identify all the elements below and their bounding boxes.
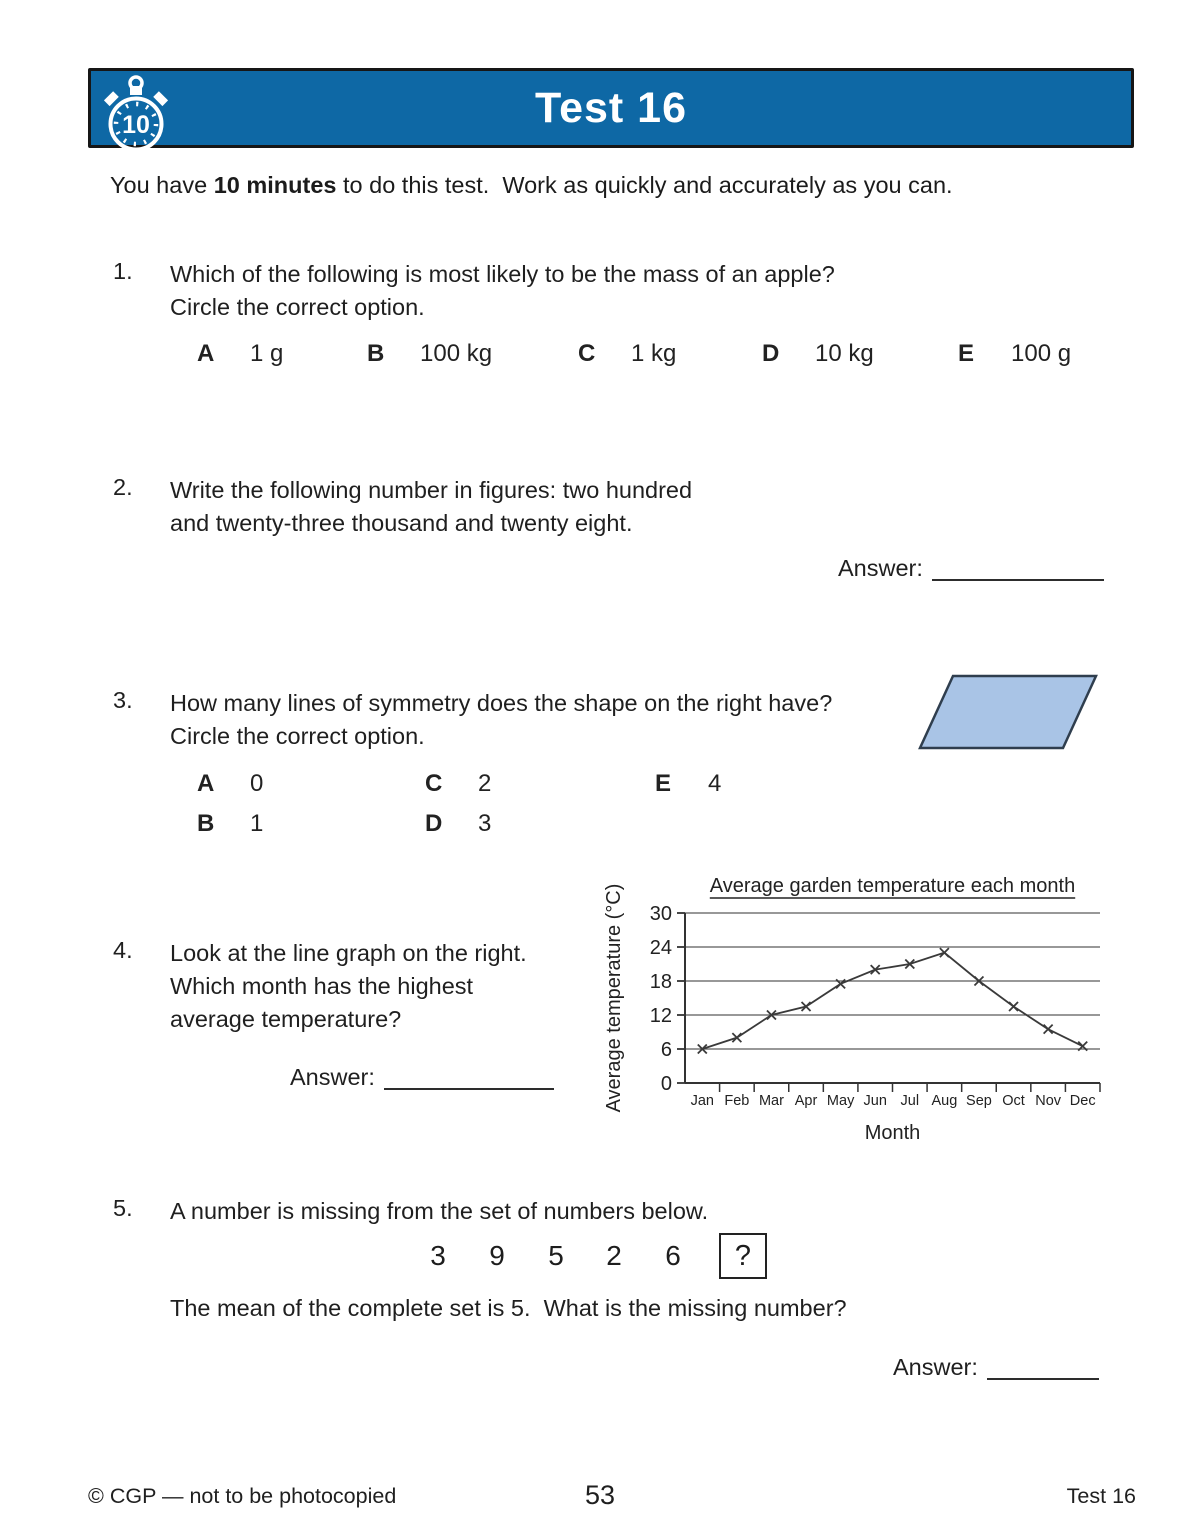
svg-text:Oct: Oct — [1002, 1093, 1025, 1109]
q5-answer-label: Answer: — [893, 1354, 978, 1380]
q3-option-e[interactable] — [655, 770, 721, 798]
q3-line1: How many lines of symmetry does the shape on the right have? — [170, 690, 833, 716]
footer-test-label: Test 16 — [1066, 1484, 1136, 1508]
q5-line2: The mean of the complete set is 5. What is the missing number? — [170, 1295, 847, 1321]
q5-number-3: 5 — [548, 1240, 564, 1271]
q5-answer-blank[interactable] — [987, 1352, 1099, 1380]
svg-text:Mar: Mar — [758, 1093, 784, 1109]
q2-answer — [838, 553, 1104, 582]
q4-answer-blank[interactable] — [384, 1062, 554, 1090]
test-instructions — [110, 172, 953, 199]
svg-text:Sep: Sep — [966, 1093, 992, 1109]
q3-option-e-letter: E — [655, 770, 672, 797]
timer-minutes: 10 — [122, 111, 150, 139]
q1-line2: Circle the correct option. — [170, 294, 425, 320]
q5-answer — [893, 1352, 1099, 1381]
q3-option-d-letter: D — [425, 810, 443, 837]
q2-answer-label: Answer: — [838, 555, 923, 581]
q3-option-d[interactable] — [425, 810, 491, 838]
svg-text:30: 30 — [649, 903, 672, 925]
q3-number: 3. — [113, 687, 133, 713]
svg-text:6: 6 — [660, 1039, 672, 1061]
q1-text — [170, 258, 835, 324]
instructions-post: to do this test. Work as quickly and accurately as you can. — [336, 172, 953, 198]
q5-text — [170, 1195, 708, 1228]
q4-answer-label: Answer: — [290, 1064, 375, 1090]
svg-text:May: May — [826, 1093, 855, 1109]
q4-text — [170, 937, 527, 1036]
q1-option-e[interactable] — [958, 340, 1071, 368]
q2-line1: Write the following number in figures: two hundred — [170, 477, 693, 503]
q1-option-d-letter: D — [762, 340, 780, 367]
q2-number: 2. — [113, 474, 133, 500]
q4-line3: average temperature? — [170, 1006, 402, 1032]
q3-option-a[interactable] — [197, 770, 263, 798]
q4-line1: Look at the line graph on the right. — [170, 940, 527, 966]
q1-option-b-value: 100 kg — [420, 340, 493, 367]
q4-line2: Which month has the highest — [170, 973, 474, 999]
q3-option-c-letter: C — [425, 770, 443, 797]
q4-answer — [290, 1062, 554, 1091]
parallelogram-shape — [918, 666, 1110, 758]
q3-option-b[interactable] — [197, 810, 263, 838]
svg-text:Average temperature (°C): Average temperature (°C) — [603, 883, 625, 1113]
q1-option-c-letter: C — [578, 340, 596, 367]
svg-text:Nov: Nov — [1035, 1093, 1062, 1109]
q1-option-a[interactable] — [197, 340, 283, 368]
q2-answer-blank[interactable] — [932, 553, 1104, 581]
q1-option-a-value: 1 g — [250, 340, 284, 367]
temperature-line-chart — [600, 866, 1145, 1158]
q1-number: 1. — [113, 258, 133, 284]
q1-option-b[interactable] — [367, 340, 492, 368]
q3-option-c-value: 2 — [478, 770, 492, 797]
svg-text:Jan: Jan — [690, 1093, 714, 1109]
svg-text:Jun: Jun — [863, 1093, 887, 1109]
svg-text:Jul: Jul — [900, 1093, 920, 1109]
q3-option-e-value: 4 — [708, 770, 722, 797]
svg-text:0: 0 — [660, 1073, 672, 1095]
q5-missing-number-box: ? — [719, 1233, 767, 1279]
q5-number-5: 6 — [665, 1240, 681, 1271]
svg-text:Dec: Dec — [1069, 1093, 1096, 1109]
q1-option-c[interactable] — [578, 340, 676, 368]
q3-option-a-value: 0 — [250, 770, 264, 797]
q1-option-d[interactable] — [762, 340, 874, 368]
q3-line2: Circle the correct option. — [170, 723, 425, 749]
instructions-pre: You have — [110, 172, 214, 198]
q3-option-d-value: 3 — [478, 810, 492, 837]
q1-option-c-value: 1 kg — [631, 340, 677, 367]
copyright-notice: © CGP — not to be photocopied — [88, 1484, 397, 1508]
svg-text:Apr: Apr — [794, 1093, 818, 1109]
q3-option-b-value: 1 — [250, 810, 264, 837]
q3-text — [170, 687, 832, 753]
svg-text:Aug: Aug — [931, 1093, 958, 1109]
q2-line2: and twenty-three thousand and twenty eight. — [170, 510, 633, 536]
svg-text:Feb: Feb — [724, 1093, 750, 1109]
q3-option-c[interactable] — [425, 770, 491, 798]
q1-option-e-letter: E — [958, 340, 975, 367]
svg-text:24: 24 — [649, 937, 672, 959]
q5-number-1: 3 — [430, 1240, 446, 1271]
instructions-time-limit: 10 minutes — [213, 172, 337, 198]
stopwatch-icon — [97, 73, 175, 157]
q1-line1: Which of the following is most likely to be the mass of an apple? — [170, 261, 835, 287]
page-number: 53 — [584, 1480, 616, 1510]
q1-option-d-value: 10 kg — [815, 340, 874, 367]
q5-number: 5. — [113, 1195, 133, 1221]
svg-text:12: 12 — [649, 1005, 672, 1027]
page-title: Test 16 — [535, 84, 687, 132]
q5-number-4: 2 — [606, 1240, 622, 1271]
q3-option-a-letter: A — [197, 770, 215, 797]
q1-option-a-letter: A — [197, 340, 215, 367]
q4-number: 4. — [113, 937, 133, 963]
q5-number-2: 9 — [489, 1240, 505, 1271]
q2-text — [170, 474, 692, 540]
q3-option-b-letter: B — [197, 810, 215, 837]
header-bar — [88, 68, 1134, 148]
q5-line1: A number is missing from the set of numbers below. — [170, 1198, 709, 1224]
svg-text:Month: Month — [864, 1122, 921, 1144]
svg-text:Average garden temperature eac: Average garden temperature each month — [709, 875, 1076, 897]
q1-option-e-value: 100 g — [1011, 340, 1072, 367]
svg-text:18: 18 — [649, 971, 672, 993]
parallelogram-polygon — [920, 676, 1096, 748]
q1-option-b-letter: B — [367, 340, 385, 367]
